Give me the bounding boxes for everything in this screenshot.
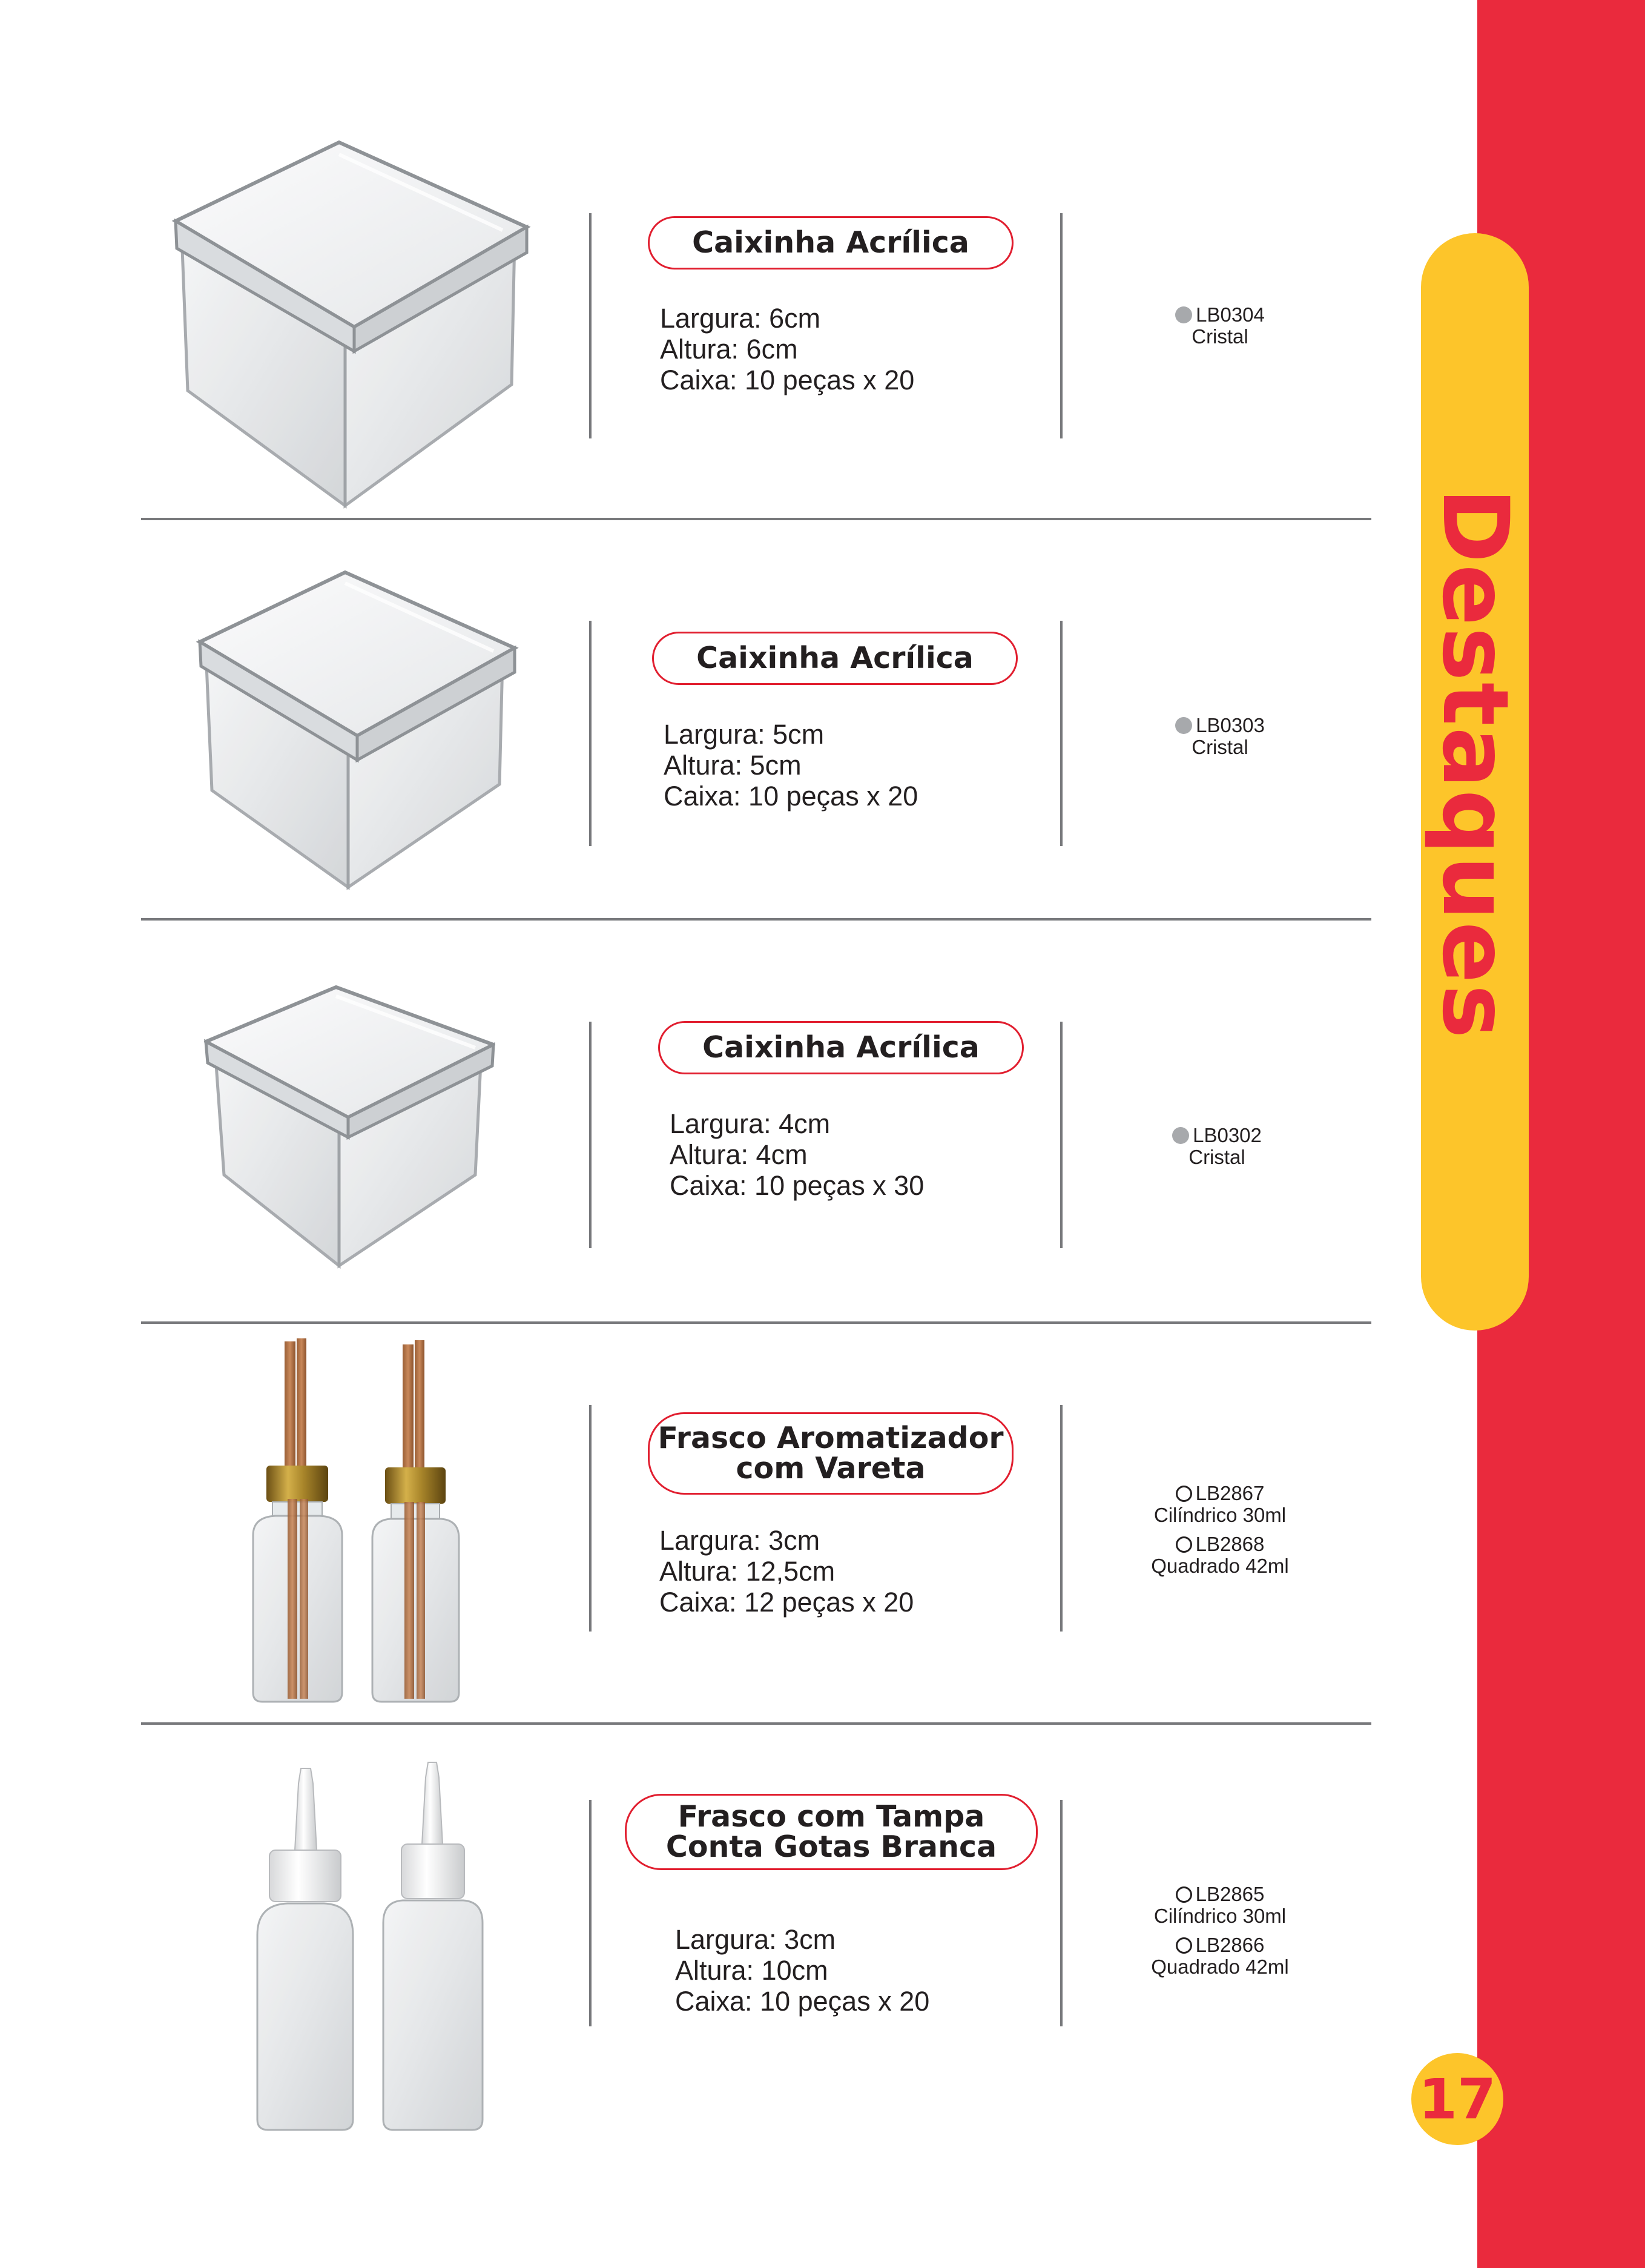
variant-list [1108,1125,1326,1168]
spec-box: Caixa: 10 peças x 30 [670,1170,925,1201]
product-photo-acrylic-box-5cm [188,566,527,893]
variant-code-line [1108,1125,1326,1146]
column-divider [1060,621,1063,846]
spec-height: Altura: 10cm [675,1955,828,1986]
product-title-line: Frasco com Tampa [677,1799,985,1834]
product-title-pill [658,1021,1024,1074]
product-title-line: Conta Gotas Branca [665,1830,997,1864]
swatch-clear [1176,1486,1192,1502]
product-photo-acrylic-box-4cm [197,981,499,1272]
variant-code: LB2867 [1195,1482,1265,1504]
spec-width: Largura: 5cm [664,719,825,750]
variant-desc: Cilíndrico 30ml [1153,1905,1287,1927]
row-separator [141,1722,1371,1725]
spec-width: Largura: 3cm [675,1924,836,1955]
variant-code-line [1111,1883,1329,1905]
variant-code-line [1111,715,1329,736]
product-specs [660,303,914,395]
variant-list [1111,1483,1329,1577]
variant-desc: Quadrado 42ml [1151,1956,1289,1978]
product-title-line: Frasco Aromatizador [658,1421,1004,1455]
spec-box: Caixa: 10 peças x 20 [660,365,915,395]
variant-code: LB0304 [1196,303,1265,326]
column-divider [589,1405,592,1632]
spec-box: Caixa: 10 peças x 20 [664,781,918,812]
product-title: Caixinha Acrílica [696,641,974,675]
variant-code-line [1111,1483,1329,1504]
product-title-pill [625,1794,1038,1870]
product-title-pill [652,632,1018,685]
variant-code-line [1111,1934,1329,1956]
column-divider [589,1800,592,2026]
column-divider [1060,1022,1063,1248]
swatch-gray [1175,717,1192,734]
spec-box: Caixa: 10 peças x 20 [675,1986,930,2017]
variant-desc: Quadrado 42ml [1151,1555,1289,1577]
swatch-clear [1176,1886,1192,1903]
column-divider [589,213,592,438]
product-title-pill [648,216,1014,269]
row-separator [141,918,1371,921]
product-title: Caixinha Acrílica [692,225,969,260]
product-specs [659,1525,914,1618]
variant-list [1111,304,1329,348]
spec-width: Largura: 3cm [659,1525,820,1556]
product-title: Caixinha Acrílica [702,1030,980,1065]
variant-list [1111,715,1329,758]
product-specs [664,719,918,812]
product-photo-acrylic-box-6cm [163,136,539,512]
variant-desc: Cilíndrico 30ml [1153,1504,1287,1526]
variant-desc: Cristal [1192,736,1248,758]
column-divider [1060,213,1063,438]
variant-code: LB2865 [1195,1883,1265,1905]
variant-code-line [1111,304,1329,326]
row-separator [141,1321,1371,1324]
column-divider [1060,1800,1063,2026]
spec-width: Largura: 4cm [670,1108,831,1139]
spec-box: Caixa: 12 peças x 20 [659,1587,914,1618]
product-specs [675,1924,929,2017]
swatch-gray [1175,306,1192,323]
variant-desc: Cristal [1192,325,1248,348]
variant-code: LB0303 [1196,714,1265,736]
variant-code: LB2866 [1195,1934,1265,1956]
variant-desc: Cristal [1188,1146,1245,1168]
spec-height: Altura: 4cm [670,1139,808,1170]
product-title-pill [648,1412,1014,1495]
column-divider [589,1022,592,1248]
swatch-clear [1176,1536,1192,1553]
product-photo-dropper-bottles [245,1759,499,2135]
product-specs [670,1108,924,1201]
spec-width: Largura: 6cm [660,303,821,334]
product-title-line: com Vareta [736,1451,926,1486]
variant-code: LB0302 [1193,1124,1262,1146]
spec-height: Altura: 6cm [660,334,798,365]
swatch-gray [1172,1127,1189,1144]
product-photo-reed-diffuser-bottles [242,1335,484,1705]
column-divider [1060,1405,1063,1632]
swatch-clear [1176,1937,1192,1954]
spec-height: Altura: 5cm [664,750,802,781]
spec-height: Altura: 12,5cm [659,1556,836,1587]
variant-list [1111,1883,1329,1978]
variant-code-line [1111,1533,1329,1555]
row-separator [141,518,1371,520]
section-title: Destaques [1422,488,1528,1040]
page-number: 17 [1411,2053,1503,2145]
column-divider [589,621,592,846]
variant-code: LB2868 [1195,1533,1265,1555]
